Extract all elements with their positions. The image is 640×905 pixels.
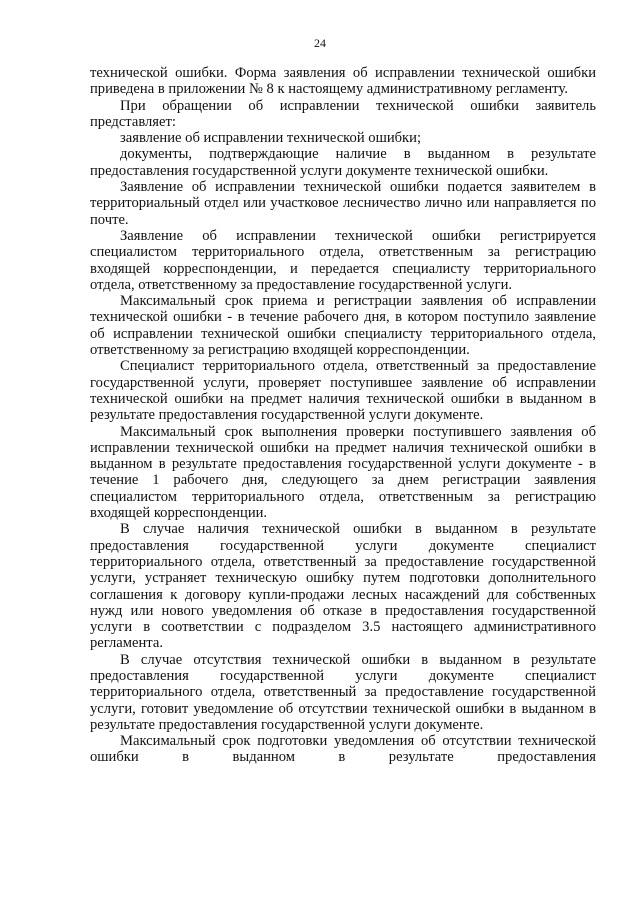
paragraph: Заявление об исправлении технической ошибки подается заявителем в территориальный отдел или участковое лесничество лично или направляется по почте.: [90, 179, 596, 228]
paragraph: При обращении об исправлении технической ошибки заявитель представляет:: [90, 97, 596, 130]
document-body: [90, 65, 596, 766]
list-item: заявление об исправлении технической ошибки;: [120, 130, 422, 147]
paragraph: В случае отсутствия технической ошибки в выданном в результате предоставления государственной услуги документе специалист территориального отдела, ответственный за предоставление государственной услуги, готовит уведомление об отсутствии технической ошибки в выданном в результате предоставления государственной услуги документе.: [90, 651, 596, 733]
paragraph-continuation: технической ошибки. Форма заявления об исправлении технической ошибки приведена в приложении № 8 к настоящему административному регламенту.: [90, 65, 596, 98]
page-number: 24: [314, 36, 326, 50]
paragraph: В случае наличия технической ошибки в выданном в результате предоставления государственной услуги документе специалист территориального отдела, ответственный за предоставление государственной услуги, устраняет техническую ошибку путем подготовки дополнительного соглашения к договору купли-продажи лесных насаждений для собственных нужд или нового уведомления об отказе в предоставления государственной услуги в соответствии с подразделом 3.5 настоящего административного регламента.: [90, 521, 596, 652]
paragraph-truncated: Максимальный срок подготовки уведомления об отсутствии технической ошибки в выданном в результате предоставления: [90, 733, 596, 766]
paragraph: Максимальный срок выполнения проверки поступившего заявления об исправлении технической ошибки на предмет наличия технической ошибки в выданном в результате предоставления государственной услуги документе - в течение 1 рабочего дня, следующего за днем регистрации заявления специалистом территориального отдела, ответственным за регистрацию входящей корреспонденции.: [90, 423, 596, 522]
paragraph: Специалист территориального отдела, ответственный за предоставление государственной услуги, проверяет поступившее заявление об исправлении технической ошибки на предмет наличия технической ошибки в выданном в результате предоставления государственной услуги документе.: [90, 358, 596, 424]
paragraph: Заявление об исправлении технической ошибки регистрируется специалистом территориального отдела, ответственным за регистрацию входящей корреспонденции, и передается специалисту территориального отдела, ответственному за предоставление государственной услуги.: [90, 227, 596, 293]
list-item: документы, подтверждающие наличие в выданном в результате предоставления государственной услуги документе технической ошибки.: [90, 146, 596, 179]
paragraph: Максимальный срок приема и регистрации заявления об исправлении технической ошибки - в течение рабочего дня, в котором поступило заявление об исправлении технической ошибки специалисту территориального отдела, ответственному за регистрацию входящей корреспонденции.: [90, 293, 596, 359]
